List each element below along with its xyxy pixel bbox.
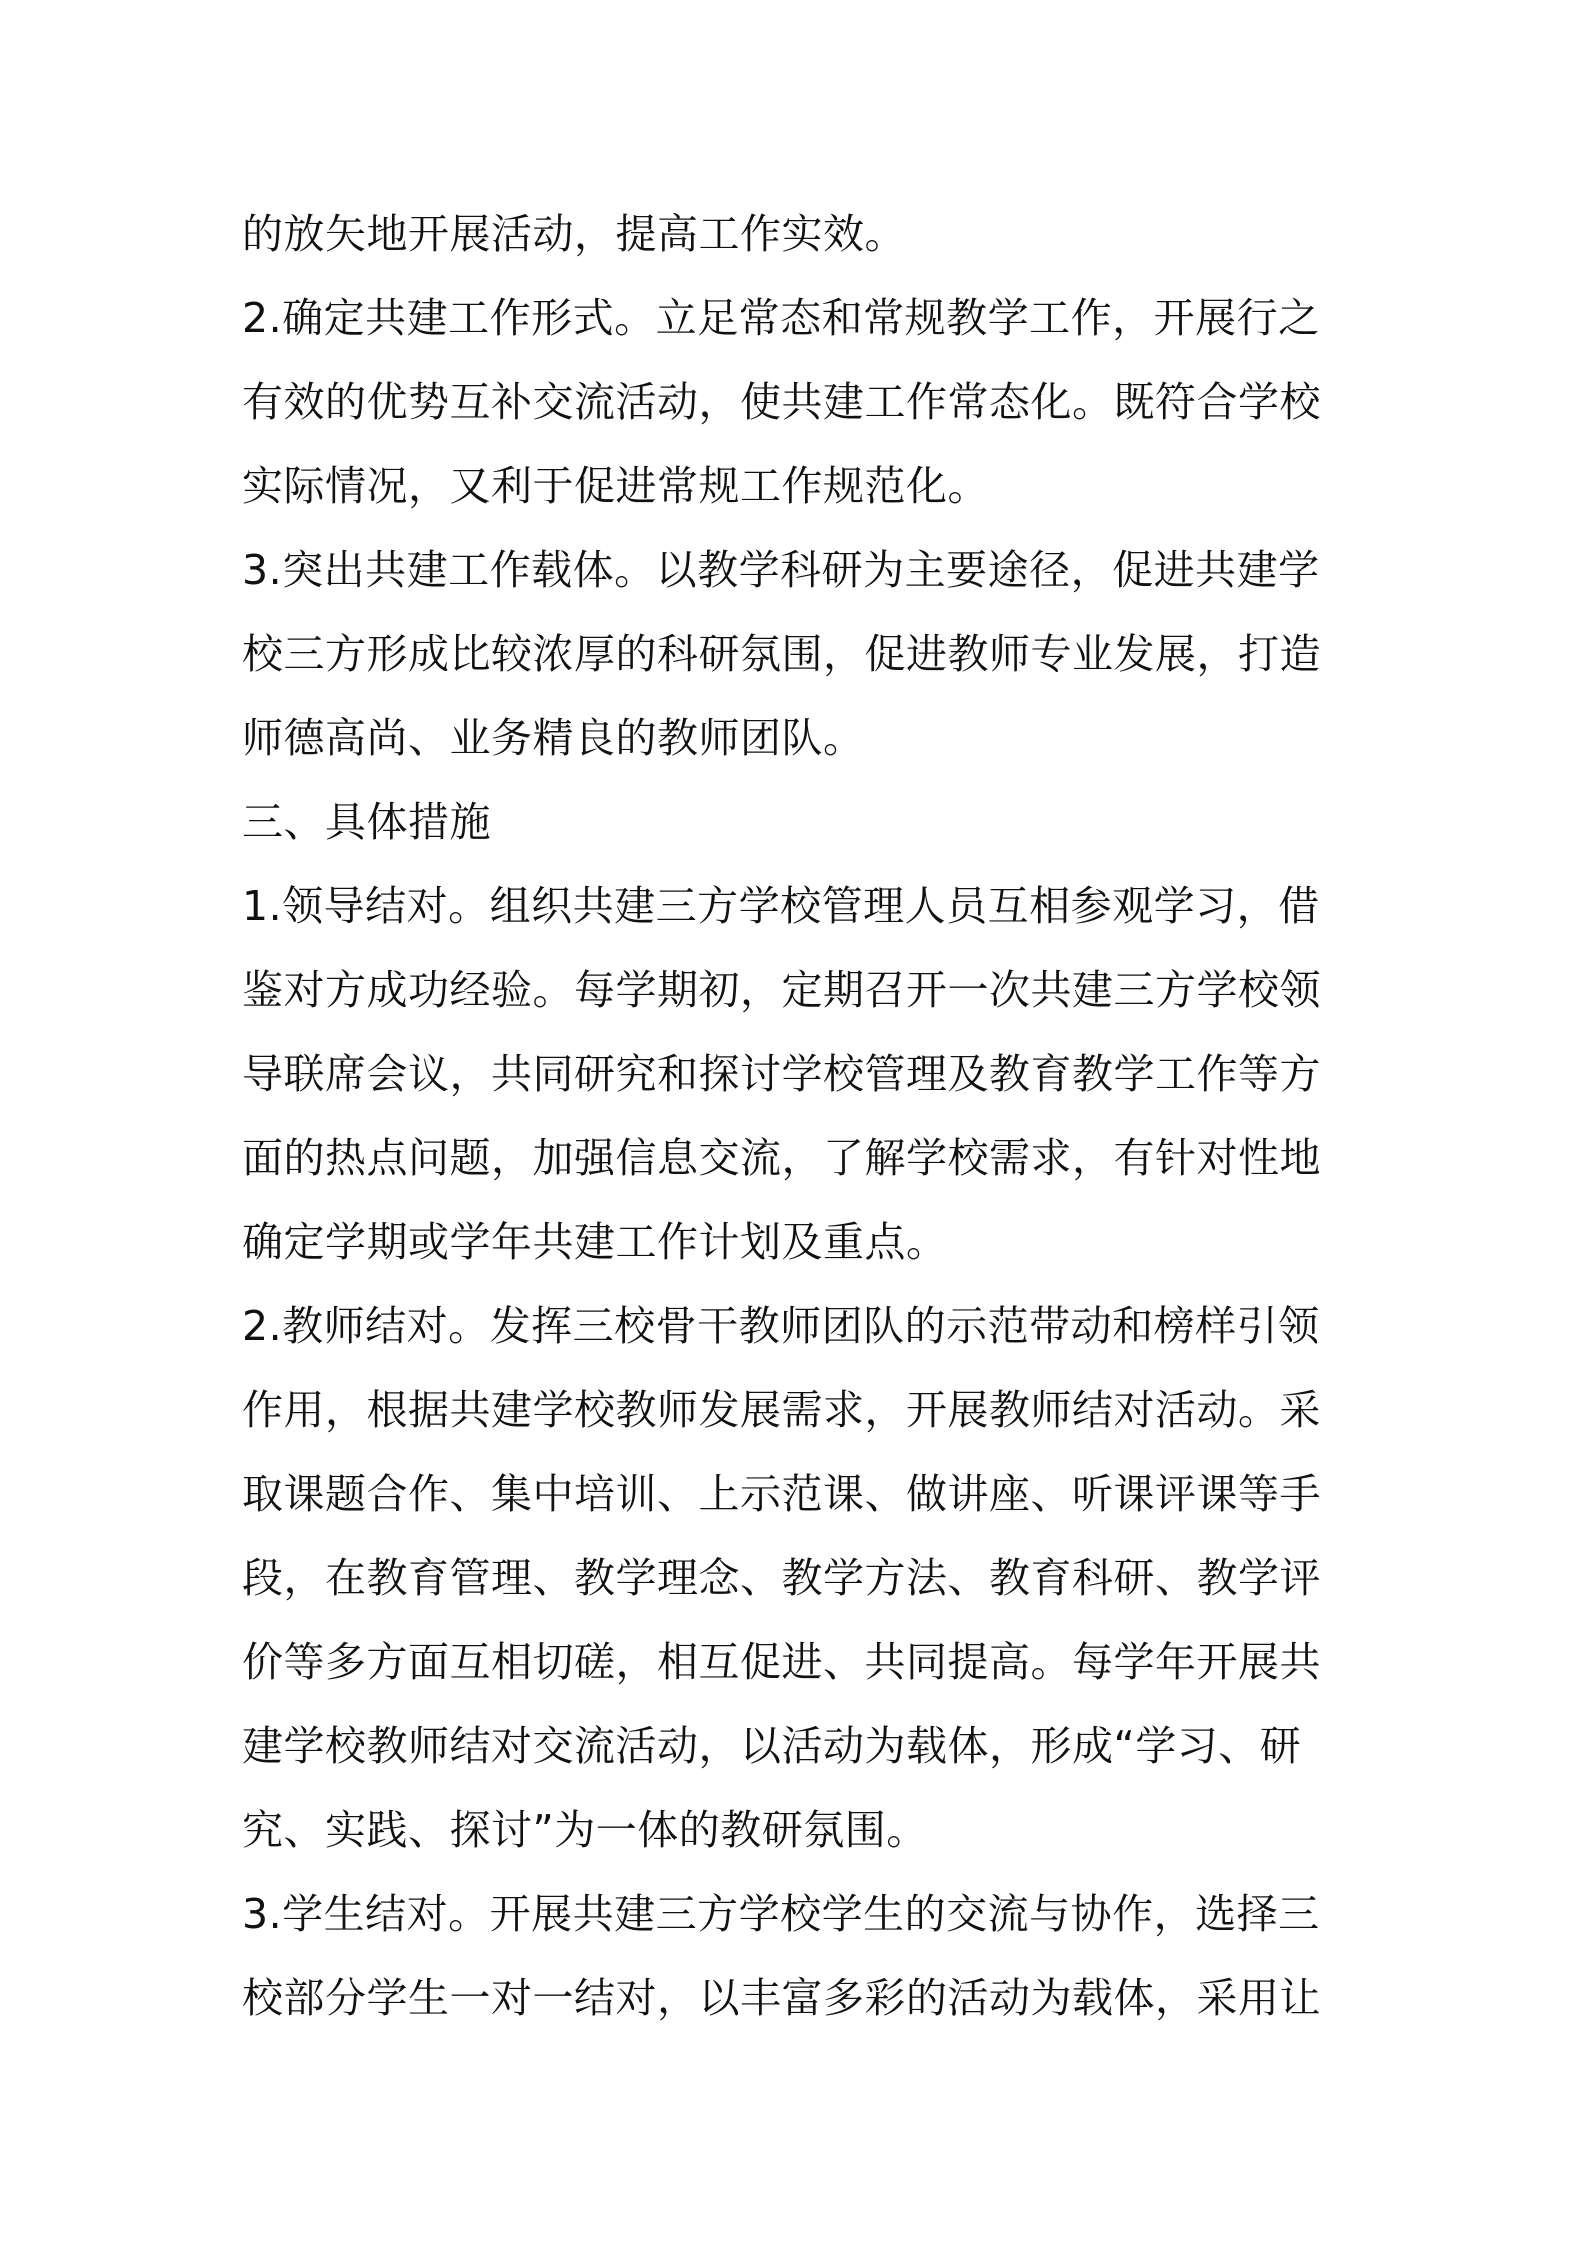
text-line: 有效的优势互补交流活动，使共建工作常态化。既符合学校: [242, 378, 1321, 426]
text-line: 究、实践、探讨”为一体的教研氛围。: [242, 1806, 928, 1854]
text-line: 2.确定共建工作形式。立足常态和常规教学工作，开展行之: [242, 294, 1320, 342]
text-line: 作用，根据共建学校教师发展需求，开展教师结对活动。采: [242, 1386, 1321, 1434]
text-line: 1.领导结对。组织共建三方学校管理人员互相参观学习，借: [242, 882, 1320, 930]
text-line: 的放矢地开展活动，提高工作实效。: [242, 210, 906, 258]
text-line: 2.教师结对。发挥三校骨干教师团队的示范带动和榜样引领: [242, 1302, 1320, 1350]
text-line: 确定学期或学年共建工作计划及重点。: [242, 1218, 948, 1266]
document-body: [242, 192, 1352, 2040]
text-line: 价等多方面互相切磋，相互促进、共同提高。每学年开展共: [242, 1638, 1321, 1686]
text-line: 3.学生结对。开展共建三方学校学生的交流与协作，选择三: [242, 1890, 1320, 1938]
text-line: 校部分学生一对一结对，以丰富多彩的活动为载体，采用让: [242, 1974, 1321, 2022]
text-line: 校三方形成比较浓厚的科研氛围，促进教师专业发展，打造: [242, 630, 1321, 678]
text-line: 3.突出共建工作载体。以教学科研为主要途径，促进共建学: [242, 546, 1320, 594]
text-line: 取课题合作、集中培训、上示范课、做讲座、听课评课等手: [242, 1470, 1321, 1518]
text-line: 段，在教育管理、教学理念、教学方法、教育科研、教学评: [242, 1554, 1321, 1602]
text-line: 鉴对方成功经验。每学期初，定期召开一次共建三方学校领: [242, 966, 1321, 1014]
text-line: 实际情况，又利于促进常规工作规范化。: [242, 462, 989, 510]
text-line: 面的热点问题，加强信息交流，了解学校需求，有针对性地: [242, 1134, 1321, 1182]
section-heading: 三、具体措施: [242, 798, 491, 846]
text-line: 建学校教师结对交流活动，以活动为载体，形成“学习、研: [242, 1722, 1302, 1770]
text-line: 导联席会议，共同研究和探讨学校管理及教育教学工作等方: [242, 1050, 1321, 1098]
text-line: 师德高尚、业务精良的教师团队。: [242, 714, 865, 762]
